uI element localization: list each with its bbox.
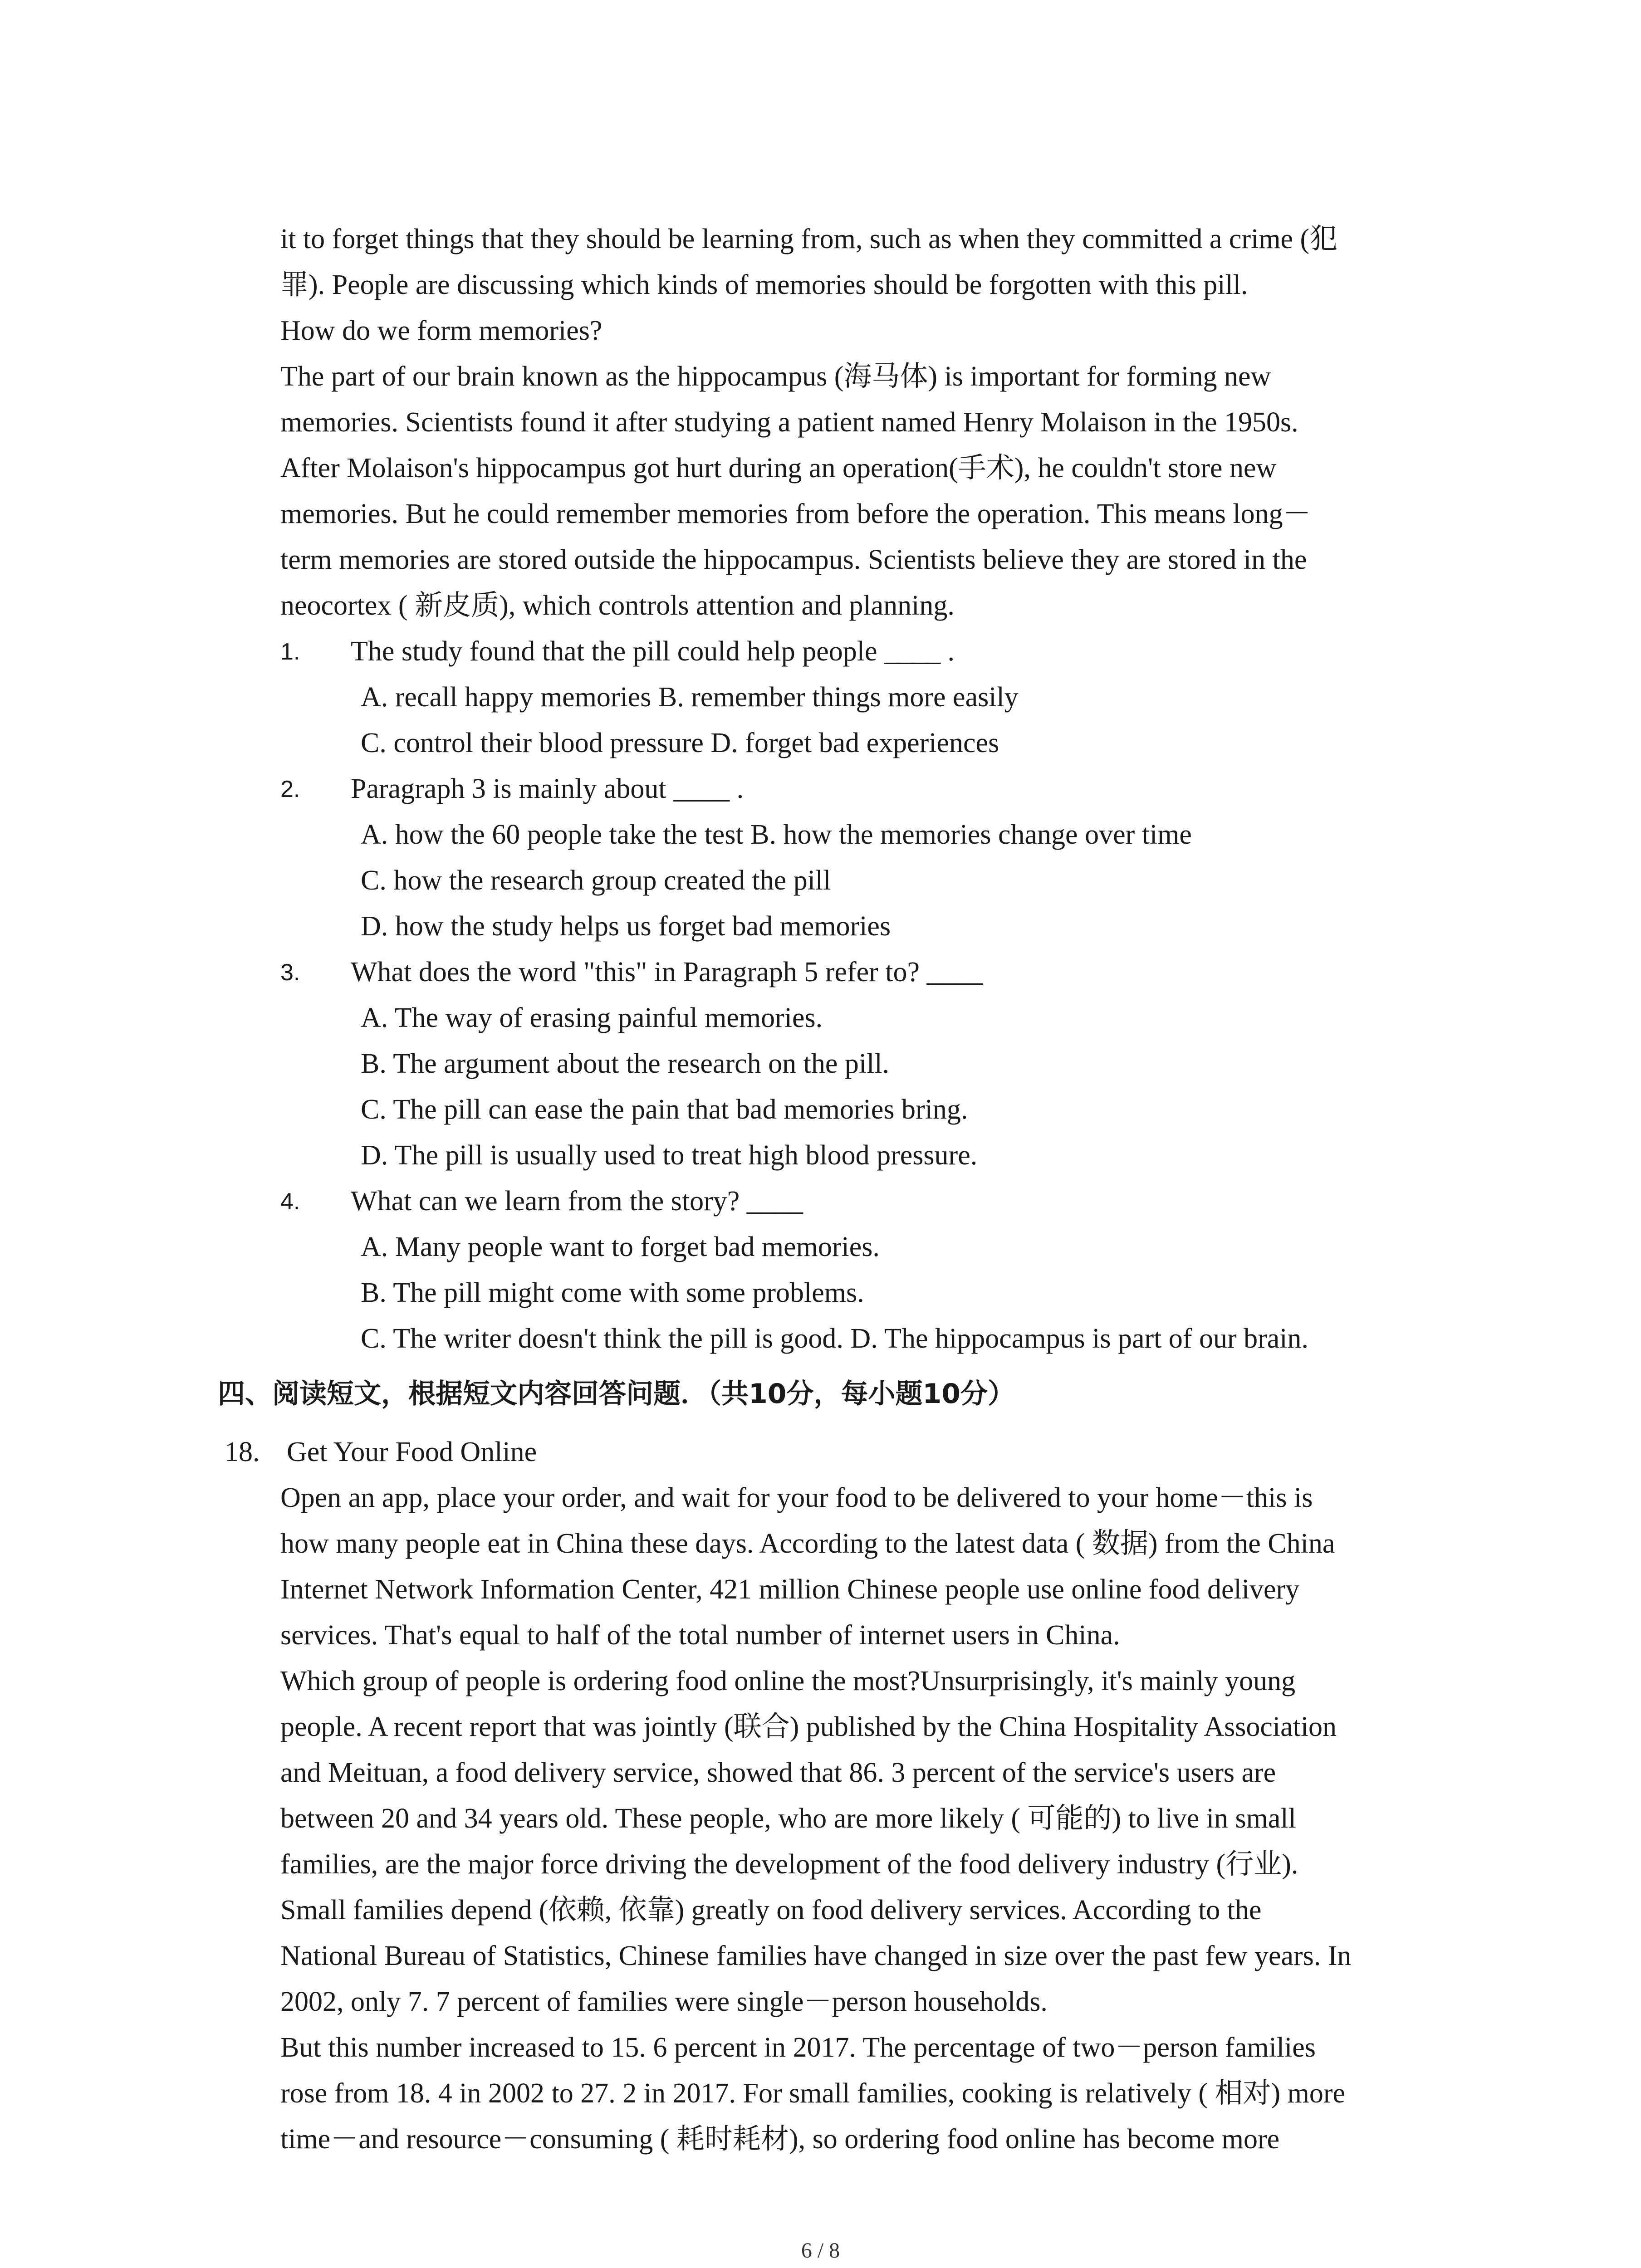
passage-line: Which group of people is ordering food online the most?Unsurprisingly, it's mainly young [280,1666,1296,1696]
passage-line: memories. But he could remember memories from before the operation. This means long－ [280,499,1311,529]
passage-line: it to forget things that they should be learning from, such as when they committed a crime (犯 [280,224,1338,254]
question-option: D. how the study helps us forget bad memories [361,911,891,942]
question-text: Paragraph 3 is mainly about ____ . [351,773,744,804]
question-option: A. The way of erasing painful memories. [361,1002,823,1033]
question-option: C. control their blood pressure D. forget bad experiences [361,728,999,758]
question-text: What can we learn from the story? ____ [351,1186,803,1217]
page-number: 6 / 8 [801,2239,840,2263]
passage-line: 罪). People are discussing which kinds of memories should be forgotten with this pill. [280,269,1248,300]
question-option: C. The writer doesn't think the pill is good. D. The hippocampus is part of our brain. [361,1323,1309,1354]
question-option: A. recall happy memories B. remember things more easily [361,682,1019,713]
question-option: B. The argument about the research on the pill. [361,1048,890,1079]
passage-line: But this number increased to 15. 6 percent in 2017. The percentage of two－person families [280,2032,1316,2063]
passage-line: rose from 18. 4 in 2002 to 27. 2 in 2017. For small families, cooking is relatively ( 相对) more [280,2078,1346,2109]
question-number: 3. [280,959,300,986]
passage-line: and Meituan, a food delivery service, showed that 86. 3 percent of the service's users are [280,1757,1276,1788]
passage-line: services. That's equal to half of the total number of internet users in China. [280,1620,1120,1651]
passage-line: Small families depend (依赖, 依靠) greatly on food delivery services. According to the [280,1895,1262,1926]
question-option: C. The pill can ease the pain that bad memories bring. [361,1094,968,1125]
passage-line: neocortex ( 新皮质), which controls attention and planning. [280,590,955,621]
passage-line: time－and resource－consuming ( 耗时耗材), so ordering food online has become more [280,2124,1280,2155]
passage-line: Open an app, place your order, and wait for your food to be delivered to your home－this is [280,1482,1313,1513]
passage-line: memories. Scientists found it after studying a patient named Henry Molaison in the 1950s. [280,407,1298,438]
passage-line: families, are the major force driving the development of the food delivery industry (行业). [280,1849,1298,1880]
question-number: 1. [280,639,300,665]
passage-line: After Molaison's hippocampus got hurt during an operation(手术), he couldn't store new [280,453,1277,484]
question-text: What does the word "this" in Paragraph 5 refer to? ____ [351,957,983,987]
passage-line: 2002, only 7. 7 percent of families were single－person households. [280,1986,1048,2017]
passage-line: Internet Network Information Center, 421 million Chinese people use online food delivery [280,1574,1300,1605]
question-option: C. how the research group created the pill [361,865,831,896]
passage-line: between 20 and 34 years old. These people, who are more likely ( 可能的) to live in small [280,1803,1296,1834]
passage-line: how many people eat in China these days. According to the latest data ( 数据) from the China [280,1528,1335,1559]
section-heading: 四、阅读短文，根据短文内容回答问题．（共10分，每小题10分） [218,1378,1015,1410]
passage-subheading: How do we form memories? [280,315,603,346]
question-option: D. The pill is usually used to treat high blood pressure. [361,1140,978,1171]
passage-line: people. A recent report that was jointly (联合) published by the China Hospitality Association [280,1711,1337,1742]
question-text: The study found that the pill could help people ____ . [351,636,955,667]
question-number: 4. [280,1188,300,1215]
question-number: 2. [280,776,300,802]
passage-line: National Bureau of Statistics, Chinese families have changed in size over the past few years. In [280,1941,1352,1971]
question-option: B. The pill might come with some problems. [361,1277,864,1308]
passage-title: Get Your Food Online [287,1437,537,1467]
passage-line: term memories are stored outside the hippocampus. Scientists believe they are stored in the [280,544,1307,575]
question-option: A. how the 60 people take the test B. how the memories change over time [361,819,1192,850]
question-option: A. Many people want to forget bad memories. [361,1232,880,1262]
item-number: 18. [225,1437,260,1467]
passage-line: The part of our brain known as the hippocampus (海马体) is important for forming new [280,361,1271,392]
